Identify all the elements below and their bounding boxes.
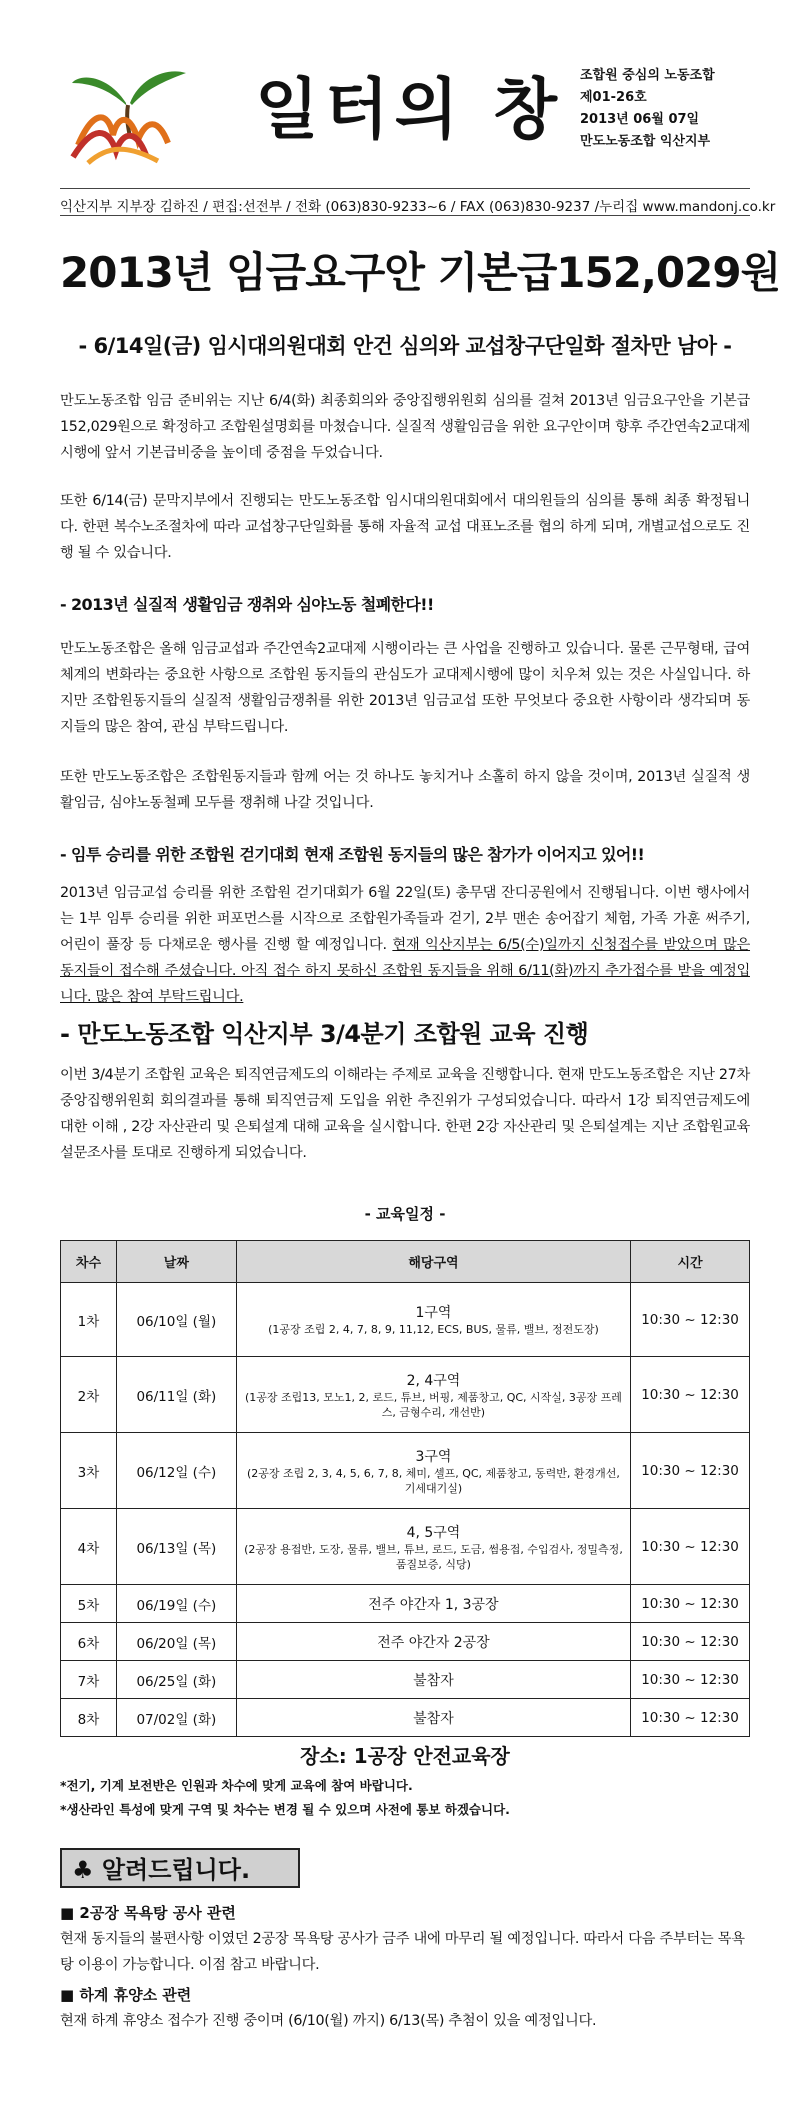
section-heading: - 2013년 실질적 생활임금 쟁취와 심야노동 철폐한다!!: [60, 595, 434, 614]
session-number: 1차: [61, 1283, 117, 1357]
notice-item-body: 현재 하계 휴양소 접수가 진행 중이며 (6/10(월) 까지) 6/13(목) 추첨이 있을 예정입니다.: [60, 2013, 597, 2029]
session-time: 10:30 ~ 12:30: [631, 1357, 750, 1433]
table-row: [61, 1585, 750, 1623]
session-time: 10:30 ~ 12:30: [631, 1585, 750, 1623]
session-area: 4, 5구역 (2공장 용접반, 도장, 물류, 밸브, 튜브, 로드, 도금, 썸용접, 수입검사, 정밀측정, 품질보증, 식당): [236, 1509, 630, 1585]
headline: 2013년 임금요구안 기본급152,029원: [60, 248, 781, 297]
session-date: 06/11일 (화): [116, 1357, 236, 1433]
session-date: 06/10일 (월): [116, 1283, 236, 1357]
session-number: 6차: [61, 1623, 117, 1661]
issue-meta: [580, 65, 715, 153]
paragraph: 또한 만도노동조합은 조합원동지들과 함께 어는 것 하나도 놓치거나 소홀히 하지 않을 것이며, 2013년 실질적 생활임금, 심야노동철폐 모두를 쟁취해 나갈 것입니다.: [60, 769, 750, 811]
paragraph: 또한 6/14(금) 문막지부에서 진행되는 만도노동조합 임시대의원대회에서 대의원들의 심의를 통해 최종 확정됩니다. 한편 복수노조절차에 따라 교섭창구단일화를 통해 자율적 교섭 대표노조를 협의 하게 되며, 개별교섭으로도 진행 될 수 있습니다.: [60, 493, 750, 561]
column-header: 시간: [631, 1241, 750, 1283]
session-number: 2차: [61, 1357, 117, 1433]
session-time: 10:30 ~ 12:30: [631, 1623, 750, 1661]
issue-date: 2013년 06월 07일: [580, 112, 700, 127]
session-time: 10:30 ~ 12:30: [631, 1661, 750, 1699]
paragraph: 만도노동조합은 올해 임금교섭과 주간연속2교대제 시행이라는 큰 사업을 진행하고 있습니다. 물론 근무형태, 급여체계의 변화라는 중요한 사항으로 조합원 동지들의 관심도가 교대제시행에 많이 치우쳐 있는 것은 사실입니다. 하지만 조합원동지들의 실질적 생활임금쟁취를 위한 2013년 임금교섭 또한 무엇보다 중요한 사항이라 생각되며 동지들의 많은 참여, 관심 부탁드립니다.: [60, 641, 750, 735]
session-area: 2, 4구역 (1공장 조립13, 모노1, 2, 로드, 튜브, 버핑, 제품창고, QC, 시작실, 3공장 프레스, 금형수리, 개선반): [236, 1357, 630, 1433]
table-row: [61, 1661, 750, 1699]
session-number: 5차: [61, 1585, 117, 1623]
table-row: [61, 1357, 750, 1433]
session-area: 불참자: [236, 1661, 630, 1699]
section-heading: - 임투 승리를 위한 조합원 걷기대회 현재 조합원 동지들의 많은 참가가 이어지고 있어!!: [60, 845, 645, 864]
schedule-title: - 교육일정 -: [364, 1205, 446, 1223]
underlined-text: 현재 익산지부는 6/5(수)일까지 신청접수를 받았으며 많은 동지들이 접수해 주셨습니다. 아직 접수 하지 못하신 조합원 동지들을 위해 6/11(화)까지 추가접수를 받을 예정입니다. 많은 참여 부탁드립니다.: [60, 937, 751, 1005]
session-date: 06/13일 (목): [116, 1509, 236, 1585]
column-header: 해당구역: [236, 1241, 630, 1283]
notice-item-body: 현재 동지들의 불편사항 이였던 2공장 목욕탕 공사가 금주 내에 마무리 될 예정입니다. 따라서 다음 주부터는 목욕탕 이용이 가능합니다. 이점 참고 바랍니다.: [60, 1931, 745, 1973]
tagline: 조합원 중심의 노동조합: [580, 68, 715, 83]
table-row: [61, 1509, 750, 1585]
newsletter-title: 일터의 창: [255, 71, 564, 148]
table-row: [61, 1623, 750, 1661]
divider: [60, 215, 750, 216]
session-time: 10:30 ~ 12:30: [631, 1433, 750, 1509]
session-time: 10:30 ~ 12:30: [631, 1699, 750, 1737]
masthead: [60, 55, 740, 180]
table-row: [61, 1699, 750, 1737]
session-date: 07/02일 (화): [116, 1699, 236, 1737]
notice-heading: ♣ 알려드립니다.: [60, 1848, 300, 1888]
publisher: 만도노동조합 익산지부: [580, 134, 711, 149]
session-area: 전주 야간자 2공장: [236, 1623, 630, 1661]
session-number: 7차: [61, 1661, 117, 1699]
paragraph: [60, 880, 750, 1010]
divider: [60, 188, 750, 189]
session-date: 06/12일 (수): [116, 1433, 236, 1509]
paragraph: 만도노동조합 임금 준비위는 지난 6/4(화) 최종회의와 중앙집행위원회 심의를 걸쳐 2013년 임금요구안을 기본급 152,029원으로 확정하고 조합원설명회를 마쳤습니다. 실질적 생활임금을 위한 요구안이며 향후 주간연속2교대제 시행에 앞서 기본급비중을 높이데 중점을 두었습니다.: [60, 393, 750, 461]
session-date: 06/20일 (목): [116, 1623, 236, 1661]
session-time: 10:30 ~ 12:30: [631, 1509, 750, 1585]
table-row: [61, 1433, 750, 1509]
union-logo: [68, 65, 198, 165]
footnote: *생산라인 특성에 맞게 구역 및 차수는 변경 될 수 있으며 사전에 통보 하겠습니다.: [60, 1802, 510, 1817]
education-schedule-table: [60, 1240, 750, 1737]
notice-item-heading: ■ 2공장 목욕탕 공사 관련: [60, 1904, 236, 1922]
contact-line: 익산지부 지부장 김하진 / 편집:선전부 / 전화 (063)830-9233~6 / FAX (063)830-9237 /누리집 www.mandonj.co.kr: [60, 199, 776, 215]
session-area: 1구역 (1공장 조립 2, 4, 7, 8, 9, 11,12, ECS, BUS, 물류, 밸브, 정전도장): [236, 1283, 630, 1357]
column-header: 차수: [61, 1241, 117, 1283]
session-number: 3차: [61, 1433, 117, 1509]
paragraph: 이번 3/4분기 조합원 교육은 퇴직연금제도의 이해라는 주제로 교육을 진행합니다. 현재 만도노동조합은 지난 27차 중앙집행위원회 회의결과를 통해 퇴직연금제 도입을 위한 추진위가 구성되었습니다. 따라서 1강 퇴직연금제도에 대한 이해 , 2강 자산관리 및 은퇴설계 대해 교육을 실시합니다. 한편 2강 자산관리 및 은퇴설계는 지난 조합원교육 설문조사를 토대로 진행하게 되었습니다.: [60, 1067, 750, 1161]
session-date: 06/25일 (화): [116, 1661, 236, 1699]
session-area: 전주 야간자 1, 3공장: [236, 1585, 630, 1623]
session-number: 4차: [61, 1509, 117, 1585]
issue-number: 제01-26호: [580, 90, 647, 105]
venue: 장소: 1공장 안전교육장: [300, 1744, 510, 1768]
session-number: 8차: [61, 1699, 117, 1737]
subtitle: - 6/14일(금) 임시대의원대회 안건 심의와 교섭창구단일화 절차만 남아 -: [78, 334, 732, 358]
footnote: *전기, 기계 보전반은 인원과 차수에 맞게 교육에 참여 바랍니다.: [60, 1778, 413, 1793]
notice-item-heading: ■ 하계 휴양소 관련: [60, 1986, 192, 2004]
session-area: 불참자: [236, 1699, 630, 1737]
session-area: 3구역 (2공장 조립 2, 3, 4, 5, 6, 7, 8, 체미, 셀프, QC, 제품창고, 동력반, 환경개선, 기세대기실): [236, 1433, 630, 1509]
session-time: 10:30 ~ 12:30: [631, 1283, 750, 1357]
session-date: 06/19일 (수): [116, 1585, 236, 1623]
table-header-row: [61, 1241, 750, 1283]
paragraph-text: 2013년 임금교섭 승리를 위한 조합원 걷기대회가 6월 22일(토) 총무댐 잔디공원에서 진행됩니다. 이번 행사에서는 1부 임투 승리를 위한 퍼포먼스를 시작으로 조합원가족들과 걷기, 2부 맨손 송어잡기 체험, 가족 가훈 써주기, 어린이 풀장 등 다채로운 행사를 진행 할 예정입니다.: [60, 885, 750, 953]
section-heading: - 만도노동조합 익산지부 3/4분기 조합원 교육 진행: [60, 1020, 589, 1048]
column-header: 날짜: [116, 1241, 236, 1283]
table-row: [61, 1283, 750, 1357]
